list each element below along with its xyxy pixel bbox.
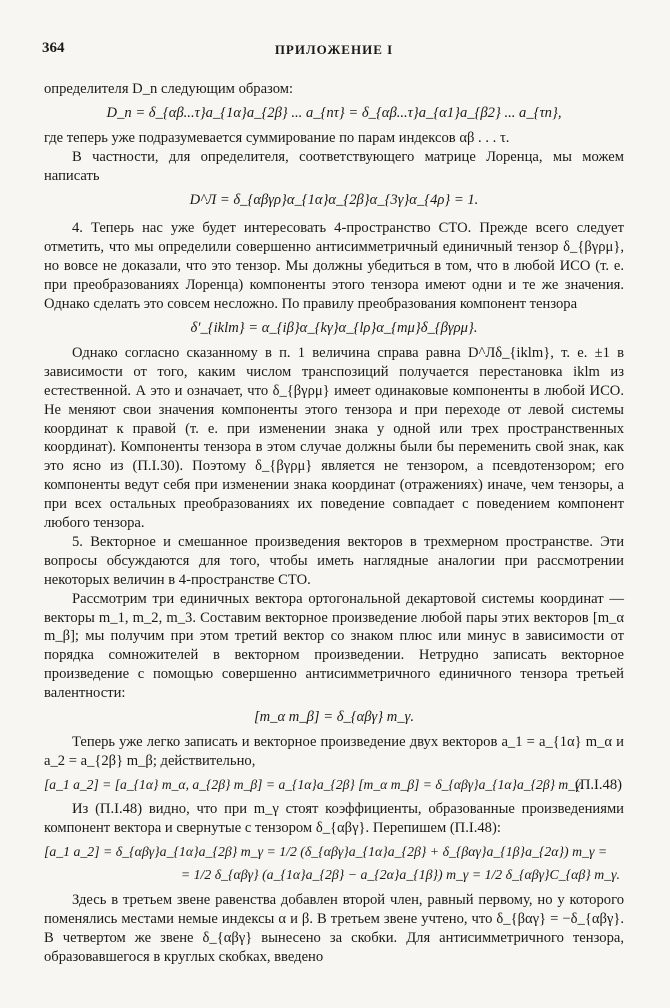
equation-number: (П.I.48) (574, 776, 622, 793)
paragraph: Из (П.I.48) видно, что при m_γ стоят коэффициенты, образованные произведениями компонент вектора и свернутые с тензором δ_{αβγ}. Перепишем (П.I.48): (44, 800, 624, 836)
page-body (44, 80, 624, 967)
equation: δ′_{iklm} = α_{iβ}α_{kγ}α_{lρ}α_{mμ}δ_{βγρμ}. (190, 319, 478, 336)
running-title: ПРИЛОЖЕНИЕ I (274, 42, 394, 57)
equation: D^Л = δ_{αβγρ}α_{1α}α_{2β}α_{3γ}α_{4ρ} = 1. (189, 191, 479, 208)
equation: [m_α m_β] = δ_{αβγ} m_γ. (253, 709, 415, 726)
equation: [a_1 a_2] = δ_{αβγ}a_{1α}a_{2β} m_γ = 1/2 (δ_{αβγ}a_{1α}a_{2β} + δ_{βαγ}a_{1β}a_{2α}) m_γ = (44, 843, 608, 859)
numbered-equation (44, 776, 624, 795)
paragraph: Рассмотрим три единичных вектора ортогональной декартовой системы координат — векторы m_1, m_2, m_3. Составим векторное произведение любой пары этих векторов [m_α m_β]; мы получим при этом третий вектор со знаком плюс или минус в зависимости от порядка сомножителей в векторном произведении. Нетрудно записать векторное произведение с помощью совершенно антисимметричного единичного тензора третьей валентности: (44, 590, 624, 702)
text-line: определителя D_n следующим образом: (44, 81, 294, 97)
equation: [a_1 a_2] = [a_{1α} m_α, a_{2β} m_β] = a_{1α}a_{2β} [m_α m_β] = δ_{αβγ}a_{1α}a_{2β} m_γ. (44, 776, 584, 792)
equation: = 1/2 δ_{αβγ} (a_{1α}a_{2β} − a_{2α}a_{1β}) m_γ = 1/2 δ_{αβγ}C_{αβ} m_γ. (180, 867, 620, 883)
paragraph: В частности, для определителя, соответствующего матрице Лоренца, мы можем написать (44, 148, 624, 184)
paragraph: Теперь уже легко записать и векторное произведение двух векторов a_1 = a_{1α} m_α и a_2 = a_{2β} m_β; действительно, (44, 734, 624, 769)
paragraph: 4. Теперь нас уже будет интересовать 4-пространство СТО. Прежде всего следует отметить, что мы определили совершенно антисимметричный единичный тензор δ_{βγρμ}, но вовсе не доказали, что это тензор. Мы должны убедиться в том, что в любой ИСО (т. е. при преобразованиях Лоренца) компоненты этого тензора имеют одни и те же значения. Однако сделать это совсем несложно. По правилу преобразования компонент тензора (44, 220, 624, 313)
equation: D_n = δ_{αβ...τ}a_{1α}a_{2β} ... a_{nτ} = δ_{αβ...τ}a_{α1}a_{β2} ... a_{τn}, (106, 104, 562, 121)
paragraph: Однако согласно сказанному в п. 1 величина справа равна D^Лδ_{iklm}, т. е. ±1 в зависимости от того, каким числом транспозиций получается перестановка iklm из естественной. А это и означает, что δ_{βγρμ} имеет одинаковые компоненты в любой ИСО. Не меняют свои значения компоненты этого тензора и при переходе от левой системы координат к правой (т. е. при изменении знака у одной или трех пространственных координат). Компоненты тензора в этом случае должны были бы переменить свой знак, как это ясно из (П.I.30). Поэтому δ_{βγρμ} является не тензором, а псевдотензором; его компоненты ведут себя при изменении знака координат (отражениях) иначе, чем тензоры, а при всех остальных преобразованиях их поведение совпадает с поведением компонент любого тензора. (44, 344, 624, 532)
text-line: где теперь уже подразумевается суммирование по парам индексов αβ . . . τ. (44, 129, 510, 146)
page-number: 364 (42, 40, 65, 56)
paragraph: Здесь в третьем звене равенства добавлен второй член, равный первому, но у которого поменялись местами немые индексы α и β. В третьем звене учтено, что δ_{βαγ} = −δ_{αβγ}. В четвертом же звене δ_{αβγ} вынесено за скобки. Для антисимметричного тензора, образовавшегося в круглых скобках, введено (44, 892, 624, 966)
paragraph: 5. Векторное и смешанное произведения векторов в трехмерном пространстве. Эти вопросы обсуждаются для того, чтобы иметь наглядные аналогии при рассмотрении некоторых величин в 4-пространстве СТО. (44, 533, 624, 588)
